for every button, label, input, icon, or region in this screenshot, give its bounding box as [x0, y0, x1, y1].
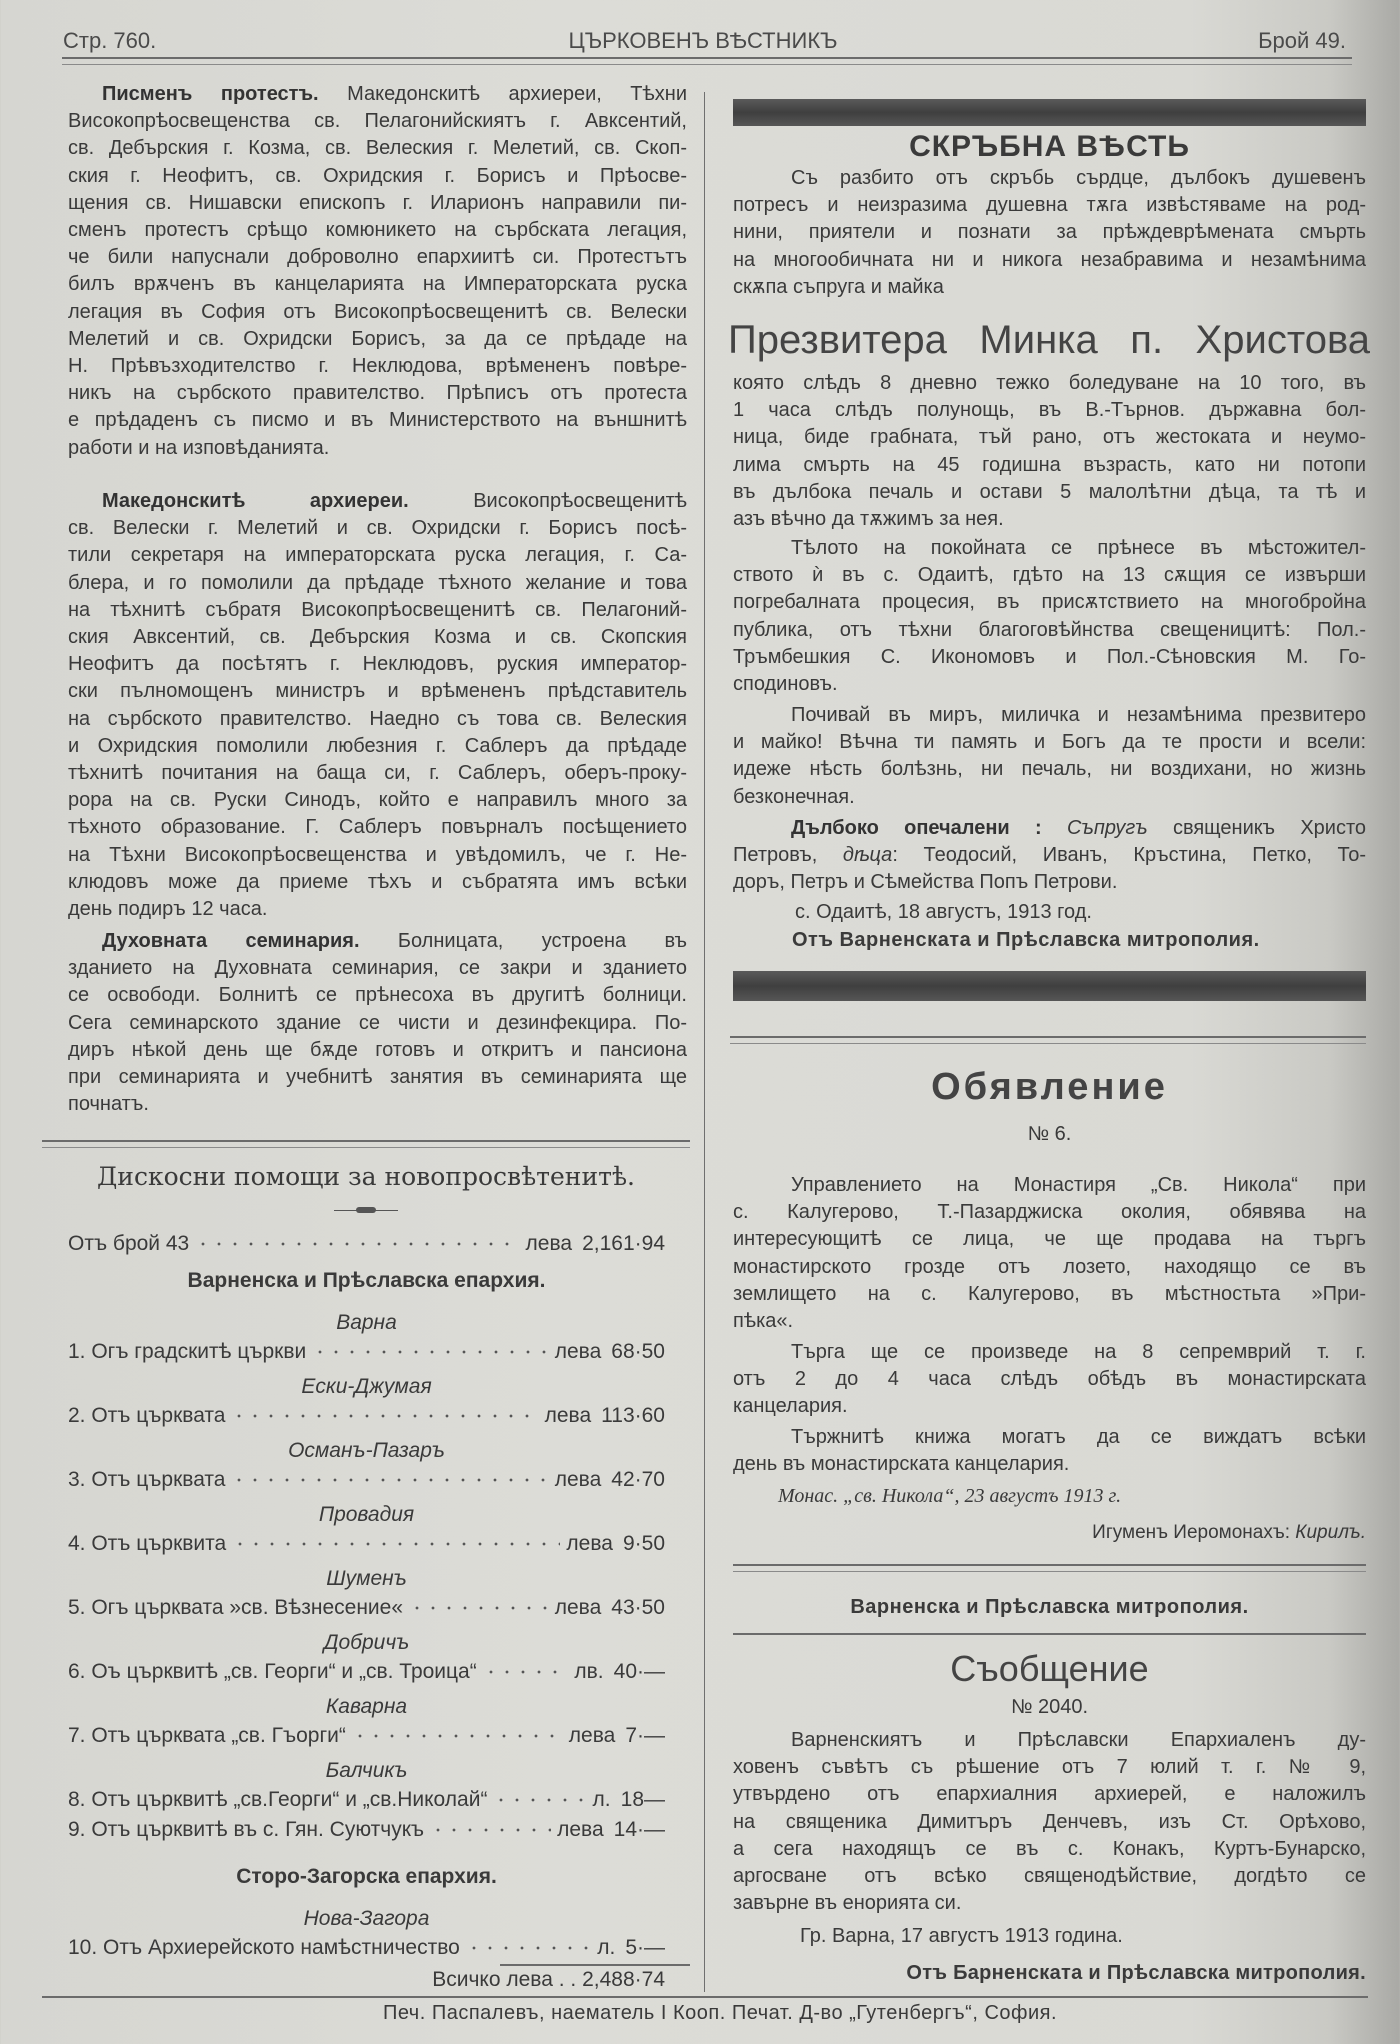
- text-line: Мелетий и св. Охридски Борисъ, за да се прѣдаде на: [68, 327, 687, 350]
- text-line: утвърдено отъ епархиалния архиерей, е наложилъ: [733, 1783, 1366, 1806]
- text-line: тѣхното образование. Г. Саблеръ повърналъ посѣщението: [68, 816, 687, 839]
- mourning-bar-top: [733, 99, 1366, 126]
- text-line: легация въ София отъ Високопрѣосвещенитѣ св. Велески: [68, 300, 687, 323]
- text-line: ховенъ съвѣтъ съ рѣшение отъ 7 юлий т. г. № 9,: [733, 1756, 1366, 1779]
- donation-row: [68, 1933, 665, 1963]
- text-line: на многообичната ни и никога незабравима и незамѣнима: [733, 248, 1366, 271]
- announcement-date: Монас. „св. Никола“, 23 августъ 1913 г.: [778, 1485, 1122, 1507]
- text-line: Тръмбешкия С. Икономовъ и Пол.-Сѣновския М. Го-: [733, 645, 1366, 668]
- donation-amount: 40·—: [613, 1660, 665, 1683]
- donation-amount: 7·—: [625, 1724, 665, 1747]
- notice-body: [733, 1727, 1366, 1917]
- section-rule: [733, 1564, 1366, 1572]
- donation-row: [68, 1721, 665, 1751]
- place-heading: Провадия: [318, 1503, 415, 1526]
- donation-amount: 113·60: [601, 1404, 665, 1427]
- currency-unit: л.: [597, 1936, 616, 1959]
- donation-amount: 68·50: [611, 1340, 665, 1363]
- donation-label: 9. Отъ църквитѣ въ с. Гян. Суютчукъ: [68, 1818, 425, 1841]
- dot-leader: [409, 1605, 549, 1611]
- place-heading: Каварна: [325, 1695, 408, 1718]
- text-line: въ дълбока печаль и остави 5 малолѣтни дѣца, та тѣ и: [733, 480, 1366, 503]
- text-line: и Охридския помолили любезния г. Саблеръ да прѣдаде: [68, 734, 687, 757]
- text-line: диръ нѣкой день ще бѫде готовъ и откритъ и пансиона: [68, 1038, 687, 1061]
- obituary-date: с. Одаитѣ, 18 августъ, 1913 год.: [795, 901, 1092, 923]
- text-line: Съ разбито отъ скръбь сърдце, дълбокъ душевенъ: [791, 167, 1366, 189]
- text-line: Управлението на Монастиря „Св. Никола“ при: [791, 1174, 1366, 1196]
- text-line: лима смърть на 45 годишна възрасть, като ни потопи: [733, 453, 1366, 476]
- text-line: 1 часа слѣдъ полунощь, въ В.-Търнов. държавна бол-: [733, 399, 1366, 422]
- dot-leader: [231, 1477, 548, 1483]
- italic-run: Съпругъ: [1067, 817, 1148, 839]
- place-heading: Добричъ: [323, 1631, 410, 1654]
- article-written-protest: [68, 81, 687, 462]
- currency-unit: лв.: [574, 1660, 604, 1683]
- donation-label: 1. Огъ градскитѣ църкви: [68, 1340, 307, 1363]
- currency-unit: лева: [544, 1404, 592, 1427]
- notice-date: Гр. Варна, 17 августъ 1913 година.: [800, 1925, 1123, 1947]
- announcement-title: Обявление: [931, 1066, 1168, 1108]
- text-line: Тѣлото на покойната се прѣнесе въ мѣстожител-: [791, 537, 1366, 559]
- donation-label: 10. Отъ Архиерейското намѣстничество: [68, 1936, 460, 1959]
- announcement-number: № 6.: [1027, 1123, 1072, 1145]
- dot-leader: [352, 1733, 563, 1739]
- place-heading: Балчикъ: [325, 1759, 408, 1782]
- currency-unit: лева: [554, 1340, 602, 1363]
- currency-unit: лева: [554, 1596, 602, 1619]
- obituary-funeral: [733, 535, 1366, 698]
- text-line: отъ 2 до 4 часа слѣдъ обѣдъ въ монастирската: [733, 1368, 1366, 1391]
- header-rule: [62, 57, 1352, 65]
- donation-label: Отъ брой 43: [68, 1232, 190, 1255]
- text-line: Тържнитѣ книжа могатъ да се виждатъ всѣки: [791, 1426, 1366, 1448]
- donation-amount: 14·—: [613, 1818, 665, 1841]
- text-line: безконечная.: [733, 785, 855, 808]
- donation-row: [68, 1815, 665, 1845]
- obituary-signature: Отъ Варненската и Прѣславска митрополия.: [792, 929, 1260, 951]
- obituary-name: Презвитера Минка п. Христова: [728, 318, 1370, 362]
- text-run: Болницата, устроена въ: [359, 930, 687, 952]
- text-line: щения св. Нишавски епископъ г. Иларионъ направили пи-: [68, 191, 687, 214]
- donation-amount: 2,161·94: [582, 1232, 665, 1255]
- currency-unit: лева: [525, 1232, 573, 1255]
- currency-unit: лева: [566, 1532, 613, 1555]
- text-line: завърне въ енорията си.: [733, 1892, 962, 1915]
- donation-amount: 9·50: [622, 1532, 665, 1555]
- page-number: Стр. 760.: [63, 28, 157, 53]
- text-line: на священика Димитъръ Денчевъ, изъ Ст. Орѣхово,: [733, 1810, 1366, 1833]
- text-line: тили секретаря на императорската руска легация, г. Са-: [68, 544, 687, 567]
- currency-unit: л.: [592, 1788, 611, 1811]
- dot-leader: [232, 1541, 560, 1547]
- text-line: клюдовъ може да приеме тѣхъ и събратята имъ всѣки: [68, 870, 687, 893]
- dot-leader: [493, 1797, 586, 1803]
- text-line: ница, биде грабната, тъй рано, отъ жестоката и неумо-: [733, 426, 1366, 449]
- total-label: Всичко лева . .: [432, 1968, 577, 1991]
- text-line: на Тѣхни Високопрѣосвещенства и увѣдомилъ, че г. Не-: [68, 843, 687, 866]
- text-line: сподиновъ.: [733, 673, 838, 696]
- announcement-body: [733, 1172, 1366, 1335]
- text-line: нини, приятели и познати за прѣждеврѣмената смърть: [733, 221, 1366, 244]
- text-run: [1042, 817, 1067, 839]
- donation-row: [68, 1785, 665, 1815]
- donation-amount: 18—: [620, 1788, 665, 1811]
- dot-leader: [195, 1241, 519, 1247]
- donation-label: 2. Отъ църквата: [68, 1404, 226, 1427]
- total-amount: 2,488·74: [582, 1968, 665, 1991]
- text-line: Търга ще се произведе на 8 сепремврий т. г.: [791, 1341, 1366, 1363]
- text-line: публика, отъ тѣхни благоговѣйнства свещеницитѣ: Пол.-: [733, 618, 1366, 641]
- text-line: идеже нѣсть болѣзнь, ни печаль, ни воздихани, но жизнь: [733, 758, 1366, 781]
- article-macedonian-archpriests: [68, 488, 687, 923]
- donation-row: [68, 1337, 665, 1367]
- text-line: потресъ и неизразима душевна тѫга извѣстяваме на род-: [733, 194, 1366, 217]
- obituary-title: СКРЪБНА ВѢСТЬ: [909, 130, 1190, 163]
- text-line: и майко! Вѣчна ти память и Богъ да те прости и всели:: [733, 731, 1366, 754]
- donations-total: [68, 1968, 665, 1992]
- ornament-center: [356, 1207, 376, 1213]
- text-line: с. Калугерово, Т.-Пазарджиска околия, обявява на: [733, 1201, 1366, 1224]
- diocese-heading: Варненска и Прѣславска епархия.: [187, 1269, 546, 1292]
- obituary-prayer: [733, 702, 1366, 811]
- text-line: Неофитъ да посѣтятъ г. Неклюдовъ, руския император-: [68, 653, 687, 676]
- donation-amount: 42·70: [611, 1468, 665, 1491]
- text-line: погребалната процесия, въ присѫтствието на многобройна: [733, 591, 1366, 614]
- article-seminary: [68, 928, 687, 1118]
- text-line: азъ вѣчно да тѫжимъ за нея.: [733, 508, 1004, 531]
- text-line: землището на с. Калугерово, въ мѣстностьта »При-: [733, 1282, 1366, 1305]
- donation-row: [68, 1401, 665, 1431]
- text-line: че били напуснали доброволно епархиитѣ си. Протестътъ: [68, 246, 687, 269]
- printer-imprint: Печ. Паспалевъ, наематель I Кооп. Печат. Д-во „Гутенбергъ“, София.: [382, 2002, 1058, 2024]
- donation-row: [68, 1657, 665, 1687]
- section-rule: [730, 1036, 1366, 1044]
- currency-unit: лева: [568, 1724, 616, 1747]
- text-line: ския г. Неофитъ, св. Охридския г. Борисъ и Прѣосве-: [68, 164, 687, 187]
- bold-lead: Духовната семинария.: [102, 930, 360, 952]
- announcement-auction: [733, 1339, 1366, 1421]
- text-line: която слѣдъ 8 дневно тежко боледуване на 10 того, въ: [733, 372, 1366, 394]
- footer-rule: [42, 1996, 1368, 1998]
- dot-leader: [466, 1945, 591, 1951]
- text-line: Високопрѣосвещенства св. Пелагонийскиятъ г. Авксентий,: [68, 110, 687, 133]
- text-line: почнатъ.: [68, 1093, 149, 1116]
- text-line: [68, 488, 687, 515]
- donation-label: 5. Огъ църквата »св. Вѣзнесение«: [68, 1596, 404, 1619]
- donations-title: Дискосни помощи за новопросвѣтенитѣ.: [96, 1162, 635, 1191]
- text-line: интересующитѣ се лица, че ще продава на търгъ: [733, 1228, 1366, 1251]
- total-rule: [500, 1964, 690, 1966]
- place-heading: Нова-Загора: [303, 1907, 430, 1930]
- newspaper-title: ЦЪРКОВЕНЪ ВѢСТНИКЪ: [568, 28, 838, 53]
- announcement-documents: [733, 1424, 1366, 1478]
- text-line: [733, 842, 1366, 869]
- text-line: [68, 81, 687, 108]
- mourning-bar-bottom: [733, 971, 1366, 1001]
- text-line: рора на св. Руски Синодъ, който е направилъ много за: [68, 789, 687, 812]
- donation-label: 4. Отъ църквита: [68, 1532, 227, 1555]
- text-line: зданието на Духовната семинария, се закри и зданието: [68, 957, 687, 980]
- text-line: [68, 928, 687, 955]
- diocese-heading: Сторо-Загорска епархия.: [236, 1865, 497, 1888]
- text-line: работи и на изповѣданията.: [68, 436, 330, 459]
- donation-row: [68, 1229, 665, 1259]
- text-line: на сърбското правителство. Наедно съ това св. Велеския: [68, 707, 687, 730]
- donations-list: [68, 1229, 665, 1963]
- text-line: канцелария.: [733, 1395, 848, 1418]
- text-line: ски пълномощенъ министръ и врѣмененъ прѣдставитель: [68, 680, 687, 703]
- dot-leader: [231, 1413, 538, 1419]
- donation-label: 7. Отъ църквата „св. Гъорги“: [68, 1724, 346, 1747]
- issue-number: Брой 49.: [1258, 28, 1346, 53]
- text-line: св. Дебърския г. Козма, св. Велеския г. Мелетий, св. Скоп-: [68, 137, 687, 160]
- text-line: день подиръ 12 часа.: [68, 898, 268, 921]
- text-line: Н. Прѣвъзходителство г. Неклюдова, врѣмененъ повѣре-: [68, 355, 687, 378]
- text-line: скѫпа съпруга и майка: [733, 275, 944, 298]
- bold-lead: Писменъ протестъ.: [102, 83, 319, 105]
- text-line: пѣка«.: [733, 1310, 794, 1333]
- donation-row: [68, 1465, 665, 1495]
- column-divider: [704, 92, 705, 1992]
- signature-name: Кирилъ.: [1295, 1522, 1366, 1543]
- place-heading: Шуменъ: [326, 1567, 407, 1590]
- dot-leader: [312, 1349, 549, 1355]
- notice-signature: Отъ Барненската и Прѣславска митрополия.: [906, 1962, 1366, 1984]
- text-line: а сега находящъ се въ с. Конакъ, Куртъ-Бунарско,: [733, 1837, 1366, 1860]
- donation-row: [68, 1529, 665, 1559]
- donation-amount: 5·—: [625, 1936, 665, 1959]
- text-line: ския Авксентий, св. Дебърския Козма и св. Скопския: [68, 626, 687, 649]
- place-heading: Османъ-Пазаръ: [288, 1439, 445, 1462]
- text-line: на тѣхнитѣ събратя Високопрѣосвещенитѣ св. Пелагоний-: [68, 598, 687, 621]
- text-run: Високопрѣосвещенитѣ: [408, 490, 687, 512]
- text-run: священикъ Христо: [1147, 817, 1367, 839]
- text-line: блера, и го помолили да прѣдаде тѣхното желание и това: [68, 571, 687, 594]
- dot-leader: [483, 1669, 569, 1675]
- text-line: Почивай въ миръ, миличка и незамѣнима презвитеро: [791, 704, 1366, 726]
- notice-title: Съобщение: [950, 1648, 1149, 1689]
- notice-heading: Варненска и Прѣславска митрополия.: [850, 1596, 1249, 1618]
- obituary-mourners: [733, 815, 1366, 897]
- bold-lead: Дълбоко опечалени :: [791, 817, 1042, 839]
- place-heading: Ески-Джумая: [301, 1375, 432, 1398]
- obituary-body: [733, 370, 1366, 533]
- text-line: сменъ протестъ срѣщо комюникето на сърбската легация,: [68, 219, 687, 242]
- text-line: монастирското грозде отъ лозето, находящо се въ: [733, 1255, 1366, 1278]
- heading-rule: [733, 1633, 1366, 1635]
- donation-amount: 43·50: [611, 1596, 665, 1619]
- italic-run: дѣца: [842, 844, 893, 867]
- obituary-intro: [733, 165, 1366, 301]
- text-line: е прѣдаденъ съ писмо и въ Министерството на външнитѣ: [68, 409, 687, 432]
- donation-row: [68, 1593, 665, 1623]
- text-line: Варненскиятъ и Прѣславски Епархиаленъ ду-: [791, 1729, 1366, 1751]
- currency-unit: лева: [557, 1818, 604, 1841]
- section-rule: [42, 1140, 690, 1148]
- currency-unit: лева: [554, 1468, 602, 1491]
- text-line: аргосване отъ всѣко священодѣйствие, догдѣто се: [733, 1865, 1366, 1888]
- text-line: св. Велески г. Мелетий и св. Охридски г. Борисъ посѣ-: [68, 517, 687, 540]
- signature-label: Игуменъ Иеромонахъ:: [1092, 1522, 1296, 1543]
- text-run: Македонскитѣ архиереи, Тѣхни: [318, 83, 687, 105]
- text-line: ството ѝ въ с. Одаитѣ, гдѣто на 13 сѫщия се извърши: [733, 564, 1366, 587]
- donation-label: 6. Оъ църквитѣ „св. Георги“ и „св. Троица“: [68, 1660, 477, 1683]
- notice-number: № 2040.: [1010, 1696, 1089, 1718]
- text-line: тѣхнитѣ почитания на баща си, г. Саблеръ, оберъ-проку-: [68, 762, 687, 785]
- text-line: се освободи. Болнитѣ се прѣнесоха въ другитѣ болници.: [68, 984, 687, 1007]
- text-run: Петровъ,: [733, 844, 843, 867]
- announcement-signature: [1092, 1522, 1366, 1544]
- place-heading: Варна: [336, 1311, 397, 1334]
- dot-leader: [430, 1827, 551, 1833]
- text-line: день въ монастирската канцелария.: [733, 1453, 1070, 1476]
- bold-lead: Македонскитѣ архиереи.: [102, 490, 409, 512]
- text-line: [733, 815, 1366, 842]
- text-line: доръ, Петръ и Сѣмейства Попъ Петрови.: [733, 871, 1118, 894]
- text-run: : Теодосий, Иванъ, Кръстина, Петко, То-: [892, 844, 1366, 867]
- text-line: при семинарията и учебнитѣ занятия въ семинарията ще: [68, 1066, 687, 1089]
- text-line: Сега семинарското здание се чисти и дезинфекцира. По-: [68, 1011, 687, 1034]
- text-line: никъ на сърбското правителство. Прѣписъ отъ протеста: [68, 382, 687, 405]
- text-line: билъ врѫченъ въ канцеларията на Императорската руска: [68, 273, 687, 296]
- donation-label: 8. Отъ църквитѣ „св.Георги“ и „св.Николай“: [68, 1788, 488, 1811]
- donation-label: 3. Отъ църквата: [68, 1468, 226, 1491]
